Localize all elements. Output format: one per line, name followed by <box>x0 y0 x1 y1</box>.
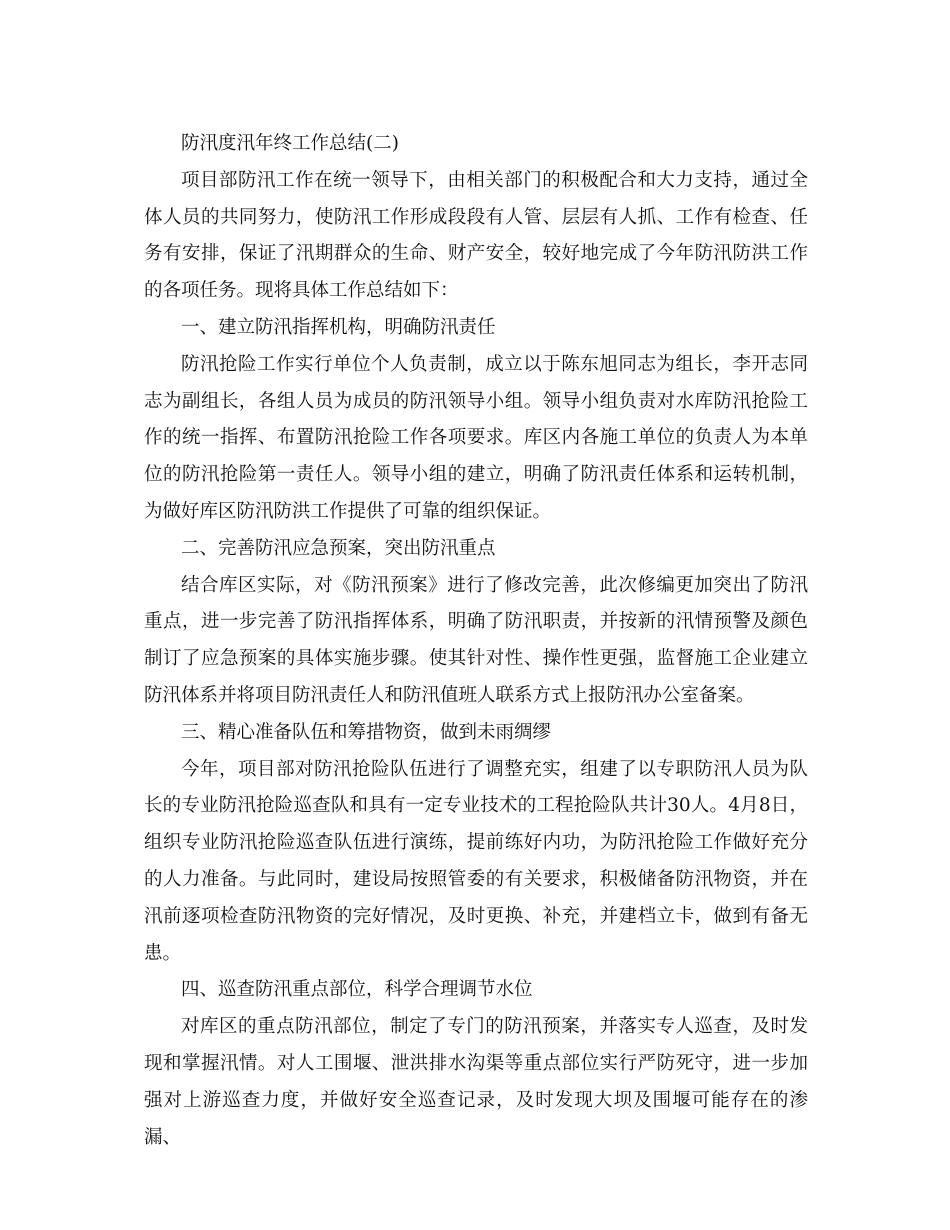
document-body <box>144 126 808 1156</box>
section-2-body: 结合库区实际，对《防汛预案》进行了修改完善，此次修编更加突出了防汛重点，进一步完善了防汛指挥体系，明确了防汛职责，并按新的汛情预警及颜色制订了应急预案的具体实施步骤。使其针对性、操作性更强，监督施工企业建立防汛体系并将项目防汛责任人和防汛值班人联系方式上报防汛办公室备案。 <box>144 574 808 706</box>
section-1-body: 防汛抢险工作实行单位个人负责制，成立以于陈东旭同志为组长，李开志同志为副组长，各组人员为成员的防汛领导小组。领导小组负责对水库防汛抢险工作的统一指挥、布置防汛抢险工作各项要求。库区内各施工单位的负责人为本单位的防汛抢险第一责任人。领导小组的建立，明确了防汛责任体系和运转机制，为做好库区防汛防洪工作提供了可靠的组织保证。 <box>144 353 808 522</box>
section-4-body: 对库区的重点防汛部位，制定了专门的防汛预案，并落实专人巡查，及时发现和掌握汛情。对人工围堰、泄洪排水沟渠等重点部位实行严防死守，进一步加强对上游巡查力度，并做好安全巡查记录，及时发现大坝及围堰可能存在的渗漏、 <box>144 1016 808 1148</box>
section-4-heading: 四、巡查防汛重点部位，科学合理调节水位 <box>181 979 533 1001</box>
section-2-heading: 二、完善防汛应急预案，突出防汛重点 <box>181 537 496 559</box>
section-3-heading: 三、精心准备队伍和筹措物资，做到未雨绸缪 <box>181 721 552 743</box>
document-title: 防汛度汛年终工作总结(二) <box>181 133 399 154</box>
section-1-heading: 一、建立防汛指挥机构，明确防汛责任 <box>181 316 496 338</box>
section-3-body: 今年，项目部对防汛抢险队伍进行了调整充实，组建了以专职防汛人员为队长的专业防汛抢险巡查队和具有一定专业技术的工程抢险队共计30人。4月8日，组织专业防汛抢险巡查队伍进行演练，提前练好内功，为防汛抢险工作做好充分的人力准备。与此同时，建设局按照管委的有关要求，积极储备防汛物资，并在汛前逐项检查防汛物资的完好情况，及时更换、补充，并建档立卡，做到有备无患。 <box>144 758 808 964</box>
intro-paragraph: 项目部防汛工作在统一领导下，由相关部门的积极配合和大力支持，通过全体人员的共同努力，使防汛工作形成段段有人管、层层有人抓、工作有检查、任务有安排，保证了汛期群众的生命、财产安全，较好地完成了今年防汛防洪工作的各项任务。现将具体工作总结如下： <box>144 169 808 302</box>
